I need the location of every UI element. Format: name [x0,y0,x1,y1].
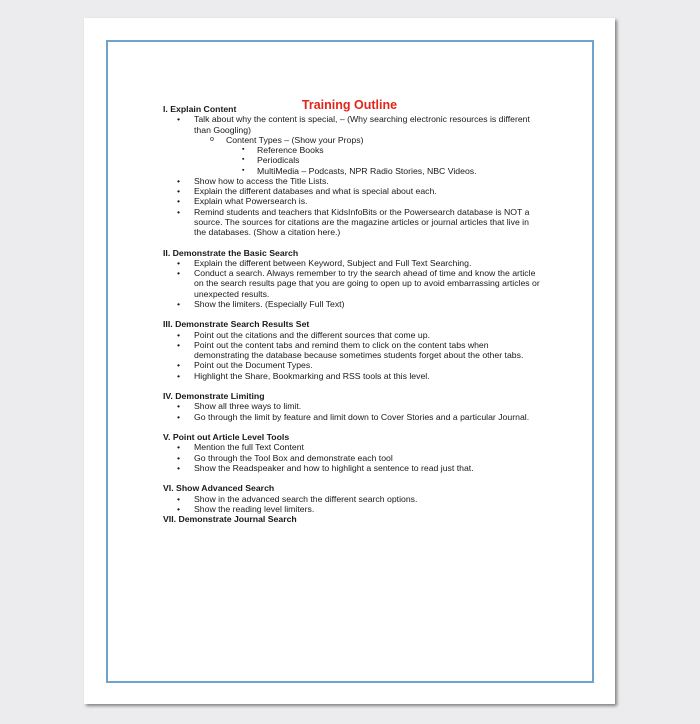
section-heading: VII. Demonstrate Journal Search [163,514,297,524]
list-item [163,371,543,381]
list-item [163,463,543,473]
list-item [163,340,543,361]
list-item [163,145,543,155]
list-item-text: Point out the Document Types. [194,360,313,371]
list-item [163,207,543,238]
bullet-square-icon [242,166,244,176]
list-item-text: Periodicals [257,155,300,166]
list-item [163,401,543,411]
list-item [163,135,543,145]
section-limiting [163,391,543,422]
section-heading: V. Point out Article Level Tools [163,432,290,442]
list-item-text: Show the limiters. (Especially Full Text) [194,298,345,309]
bullet-disc-icon [177,401,180,411]
bullet-disc-icon [177,340,180,350]
list-item [163,176,543,186]
list-item-text: Reference Books [257,145,324,155]
bullet-disc-icon [177,176,180,186]
section-journal-search [163,514,543,524]
list-item [163,114,543,135]
list-item-text: Content Types – (Show your Props) [226,134,364,145]
list-item [163,494,543,504]
list-item-text: Show in the advanced search the different search options. [194,493,418,504]
list-item-text: Mention the full Text Content [194,442,304,453]
list-item [163,330,543,340]
list-item [163,196,543,206]
bullet-disc-icon [177,207,180,217]
section-list [163,114,543,237]
section-article-level-tools [163,432,543,473]
list-item [163,360,543,370]
list-item [163,258,543,268]
section-list [163,401,543,422]
bullet-disc-icon [177,442,180,452]
section-basic-search [163,248,543,310]
section-heading: III. Demonstrate Search Results Set [163,319,310,330]
list-item-text: Explain the different between Keyword, Subject and Full Text Searching. [194,257,472,268]
list-item-text: Go through the limit by feature and limit down to Cover Stories and a particular Journal. [194,411,530,422]
bullet-disc-icon [177,268,180,278]
list-item-text: Show the reading level limiters. [194,503,315,514]
section-explain-content [163,104,543,237]
list-item-text: Highlight the Share, Bookmarking and RSS tools at this level. [194,370,430,381]
list-item [163,155,543,165]
bullet-disc-icon [177,360,180,370]
list-item-text: Go through the Tool Box and demonstrate each tool [194,452,393,463]
bullet-disc-icon [177,258,180,268]
list-item [163,299,543,309]
list-item [163,442,543,452]
section-advanced-search [163,483,543,514]
bullet-disc-icon [177,494,180,504]
bullet-disc-icon [177,371,180,381]
bullet-square-icon [242,145,244,155]
list-item-text: Point out the content tabs and remind them to click on the content tabs when demonstrating the database because sometimes students forget about the other tabs. [194,339,524,360]
list-item-text: Show how to access the Title Lists. [194,175,329,186]
bullet-disc-icon [177,412,180,422]
list-item-text: Explain what Powersearch is. [194,196,308,207]
bullet-disc-icon [177,299,180,309]
list-item-text: Show all three ways to limit. [194,401,302,412]
outline-content [163,104,543,524]
bullet-square-icon [242,155,244,165]
list-item [163,166,543,176]
document-title: Training Outline [301,98,398,112]
list-item [163,504,543,514]
list-item-text: Show the Readspeaker and how to highlight a sentence to read just that. [194,462,474,473]
bullet-disc-icon [177,186,180,196]
list-item-text: Point out the citations and the different sources that come up. [194,329,430,340]
list-item-text: Conduct a search. Always remember to try the search ahead of time and know the article on the search results page that you are going to open up to avoid embarrassing articles or unexpected results. [194,268,540,299]
bullet-disc-icon [177,330,180,340]
section-heading: II. Demonstrate the Basic Search [163,247,299,258]
bullet-disc-icon [177,114,180,124]
list-item-text: MultiMedia – Podcasts, NPR Radio Stories, NBC Videos. [257,165,477,176]
section-heading: VI. Show Advanced Search [163,483,275,494]
section-heading: I. Explain Content [163,104,237,114]
bullet-circle-icon [210,135,214,145]
bullet-disc-icon [177,196,180,206]
section-heading: IV. Demonstrate Limiting [163,391,265,401]
list-item-text: Explain the different databases and what is special about each. [194,186,437,196]
list-item-text: Talk about why the content is special, – (Why searching electronic resources is different than Googling) [194,114,530,135]
list-item [163,412,543,422]
section-list [163,442,543,473]
document-page [84,18,615,704]
list-item-text: Remind students and teachers that KidsInfoBits or the Powersearch database is NOT a source. The sources for citations are the magazine articles or journal articles that live in the databases. (Show a citation here.) [194,206,530,237]
list-item [163,186,543,196]
list-item [163,453,543,463]
section-list [163,258,543,309]
section-list [163,330,543,381]
bullet-disc-icon [177,504,180,514]
list-item [163,268,543,299]
section-list [163,494,543,515]
bullet-disc-icon [177,453,180,463]
section-search-results-set [163,319,543,381]
bullet-disc-icon [177,463,180,473]
